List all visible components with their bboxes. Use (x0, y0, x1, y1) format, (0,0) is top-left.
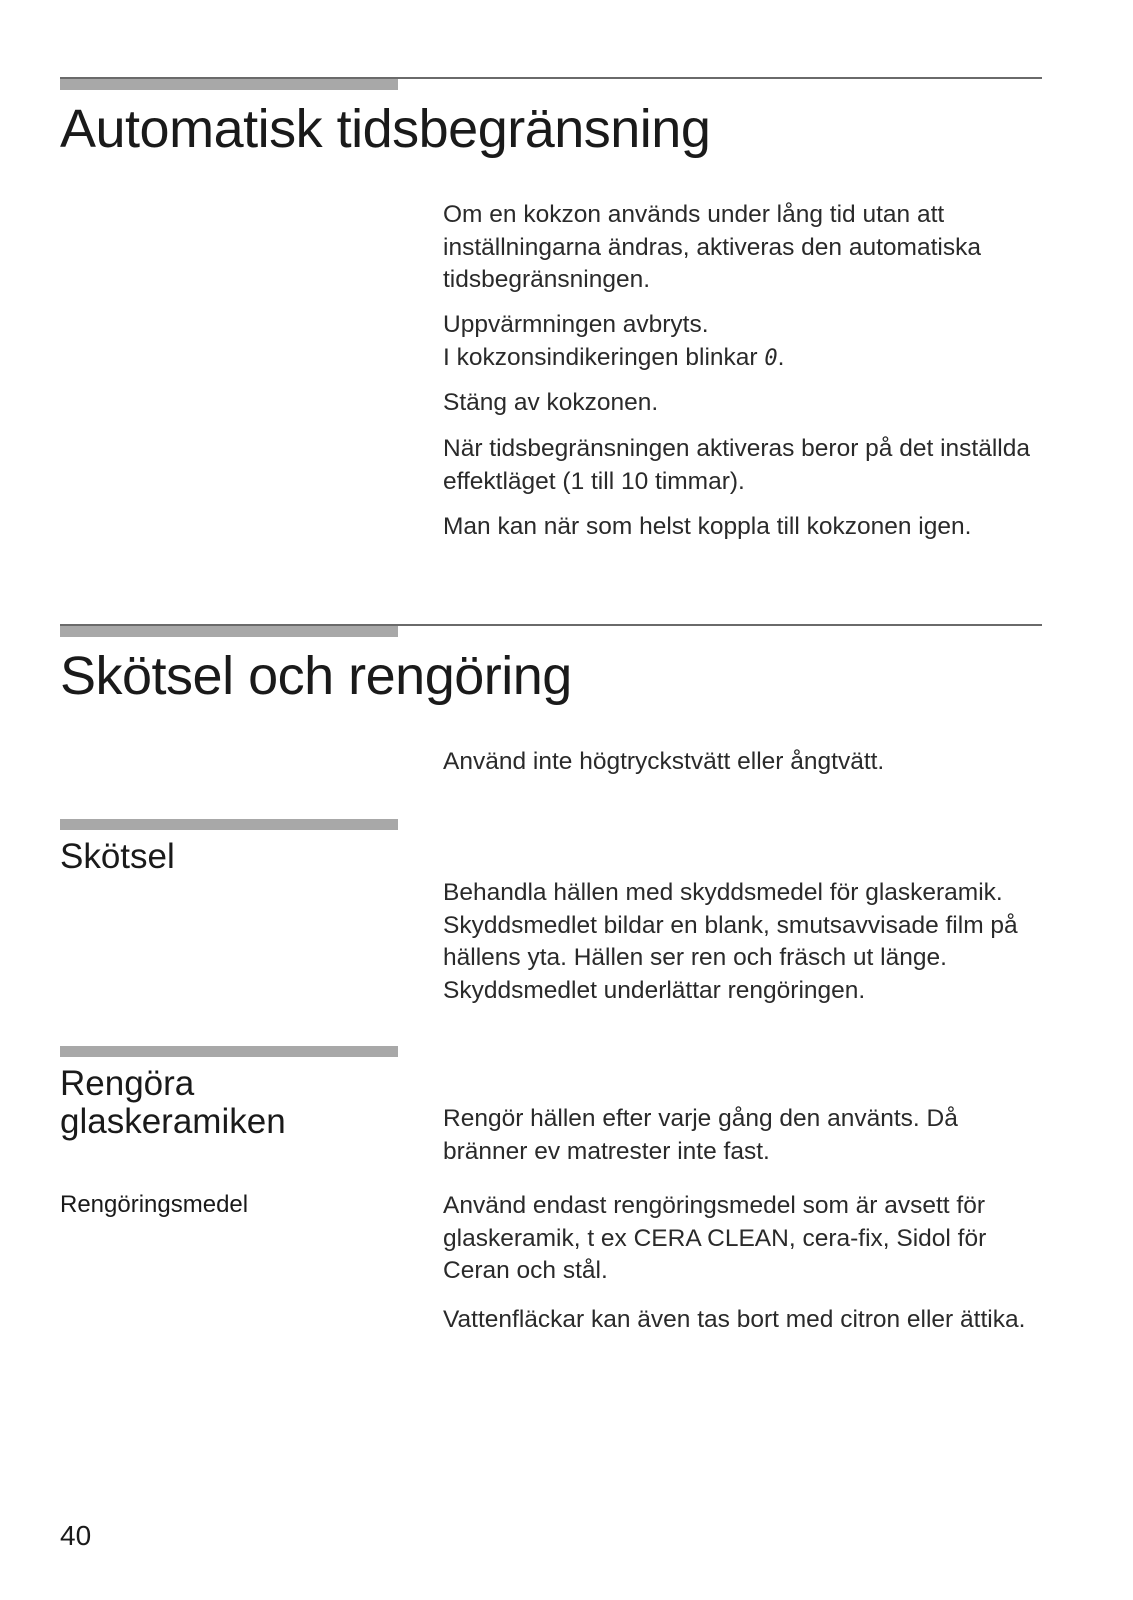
heading-line: glaskeramiken (60, 1102, 286, 1141)
paragraph-intro (443, 199, 1083, 297)
text-segment: I kokzonsindikeringen blinkar (443, 343, 765, 371)
section-rule-accent-2 (60, 626, 398, 637)
text-line: Behandla hällen med skyddsmedel för glaskeramik. (443, 879, 1003, 906)
text-line: bränner ev matrester inte fast. (443, 1137, 770, 1165)
text-line: När tidsbegränsningen aktiveras beror på det inställda (443, 435, 1030, 462)
paragraph-water-stains: Vattenfläckar kan även tas bort med citron eller ättika. (443, 1306, 1026, 1333)
text-line: Rengör hällen efter varje gång den använts. Då (443, 1105, 958, 1132)
text-line: glaskeramik, t ex CERA CLEAN, cera-fix, Sidol för (443, 1224, 987, 1252)
text-segment: . (777, 343, 785, 371)
sub-heading-rengoringsmedel: Rengöringsmedel (60, 1191, 249, 1218)
text-line: inställningarna ändras, aktiveras den automatiska (443, 233, 981, 261)
paragraph-cleaning-agents (443, 1190, 1083, 1288)
text-line (443, 342, 1083, 376)
section-title-automatisk-tidsbegransning: Automatisk tidsbegränsning (60, 99, 711, 159)
paragraph-clean-after-use (443, 1103, 1083, 1168)
subsection-heading-rengora-glaskeramiken (60, 1065, 286, 1141)
section-title-skotsel-och-rengoring: Skötsel och rengöring (60, 646, 572, 706)
display-digit-symbol: 0 (764, 345, 778, 371)
subsection-rule-rengora (60, 1046, 398, 1057)
paragraph-reconnect: Man kan när som helst koppla till kokzonen igen. (443, 513, 972, 540)
text-line: tidsbegränsningen. (443, 266, 651, 293)
paragraph-heating-interrupted (443, 309, 1083, 375)
page-number: 40 (60, 1520, 92, 1551)
paragraph-no-pressure-washer: Använd inte högtryckstvätt eller ångtvätt. (443, 748, 885, 775)
text-line: Skyddsmedlet bildar en blank, smutsavvisade film på (443, 911, 1018, 939)
text-line: Skyddsmedlet underlättar rengöringen. (443, 976, 866, 1004)
text-line: effektläget (1 till 10 timmar). (443, 467, 745, 495)
text-line: Om en kokzon används under lång tid utan att (443, 201, 945, 228)
subsection-rule-skotsel (60, 819, 398, 830)
heading-line: Rengöra (60, 1064, 195, 1103)
text-line: Använd endast rengöringsmedel som är avsett för (443, 1192, 986, 1219)
text-line: hällens yta. Hällen ser ren och fräsch ut länge. (443, 944, 947, 971)
paragraph-skotsel (443, 877, 1083, 1007)
text-line: Ceran och stål. (443, 1257, 608, 1284)
paragraph-turn-off: Stäng av kokzonen. (443, 389, 659, 416)
text-line: Uppvärmningen avbryts. (443, 311, 709, 338)
subsection-heading-skotsel: Skötsel (60, 837, 175, 876)
section-rule-accent-1 (60, 79, 398, 90)
paragraph-limit-depends (443, 433, 1083, 498)
